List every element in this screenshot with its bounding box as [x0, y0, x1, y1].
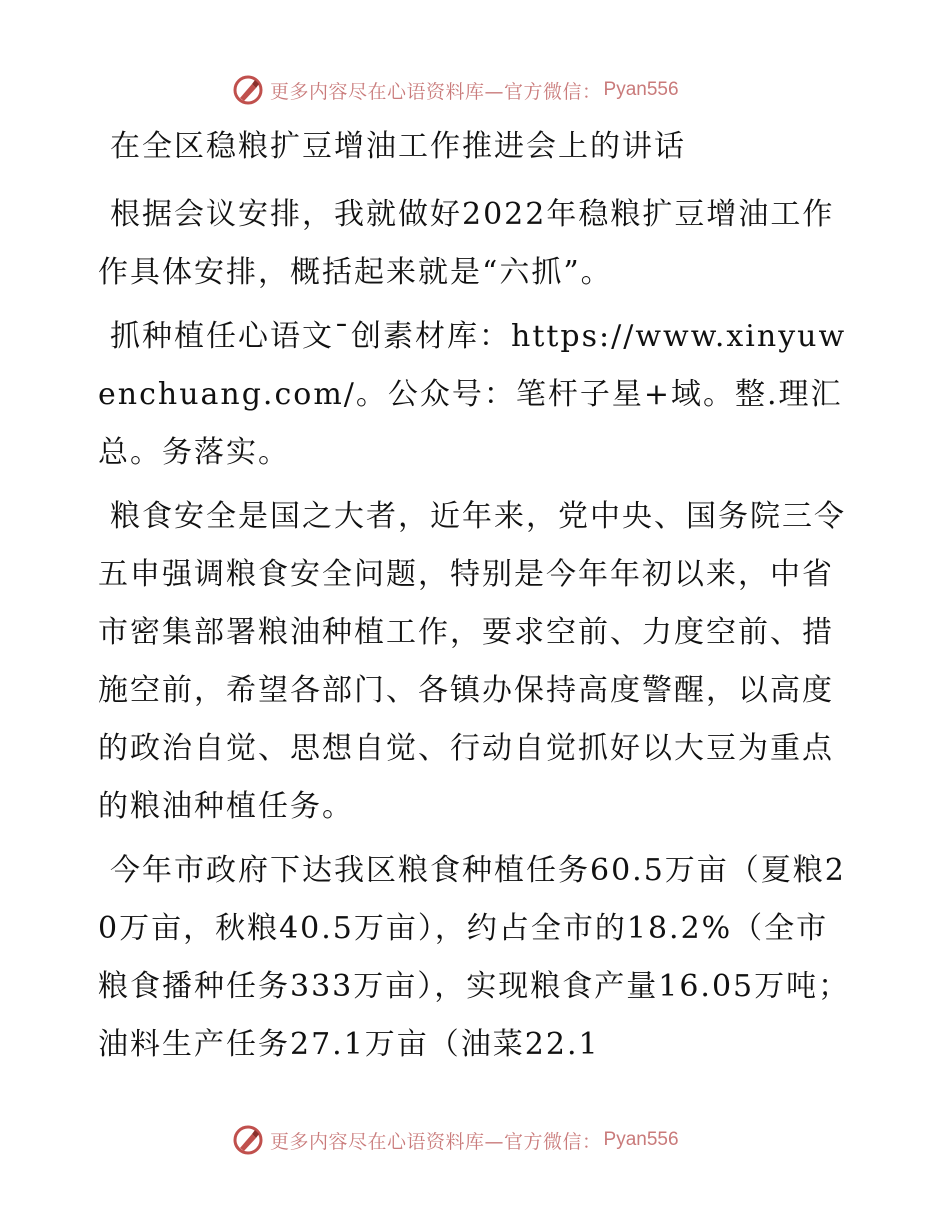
paragraph: 抓种植任心语文¯创素材库：https://www.xinyuwenchuang.com/。公众号：笔杆子星+域。整.理汇总。务落实。 — [98, 319, 847, 470]
paragraph: 根据会议安排，我就做好2022年稳粮扩豆增油工作作具体安排，概括起来就是“六抓”。 — [98, 197, 835, 290]
pen-logo-icon — [232, 74, 264, 106]
watermark-text: 更多内容尽在心语资料库—官方微信： — [270, 80, 602, 103]
paragraph: 粮食安全是国之大者，近年来，党中央、国务院三令五申强调粮食安全问题，特别是今年年初以来，中省市密集部署粮油种植工作，要求空前、力度空前、措施空前，希望各部门、各镇办保持高度警醒，以高度的政治自觉、思想自觉、行动自觉抓好以大豆为重点的粮油种植任务。 — [98, 499, 846, 824]
watermark-footer — [232, 1122, 712, 1158]
watermark-header — [232, 72, 712, 108]
paragraph: 今年市政府下达我区粮食种植任务60.5万亩（夏粮20万亩，秋粮40.5万亩），约占全市的18.2%（全市粮食播种任务333万亩），实现粮食产量16.05万吨；油料生产任务27.1万亩（油菜22.1 — [98, 853, 851, 1062]
watermark-account: Pyan556 — [603, 1129, 679, 1150]
document-title: 在全区稳粮扩豆增油工作推进会上的讲话 — [110, 129, 686, 164]
document-body — [98, 122, 858, 1080]
pen-logo-icon — [232, 1124, 264, 1156]
watermark-account: Pyan556 — [603, 79, 679, 100]
watermark-text: 更多内容尽在心语资料库—官方微信： — [270, 1130, 602, 1153]
